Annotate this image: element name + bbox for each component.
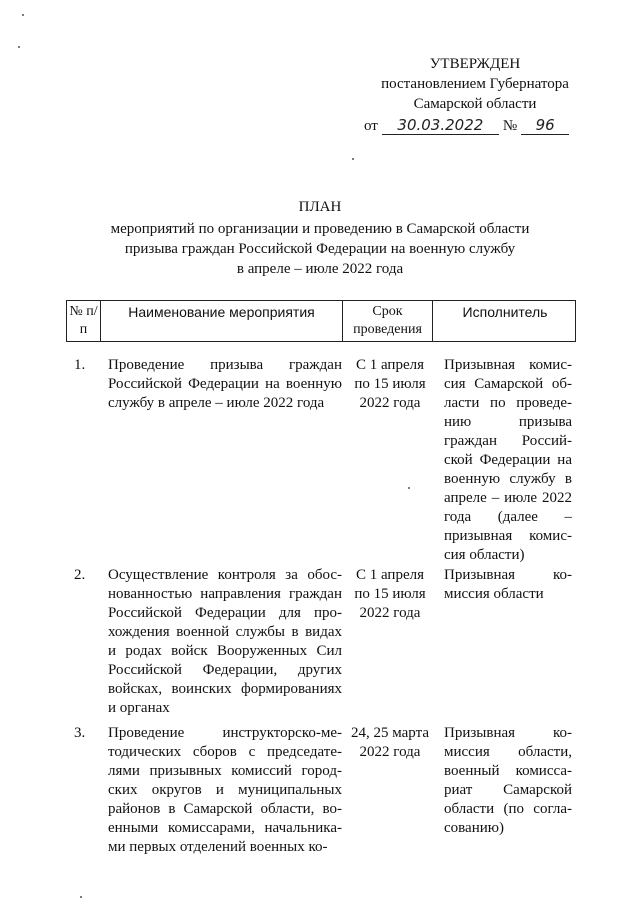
title-line-1: мероприятий по организации и проведению в Самарской области [110, 221, 530, 237]
row-num: 3. [74, 725, 86, 741]
row-num: 2. [74, 567, 86, 583]
title-plan: ПЛАН [298, 199, 342, 215]
table-row [66, 566, 576, 718]
title-line-3: в апреле – июле 2022 года [236, 261, 404, 277]
title-line-2: призыва граждан Российской Федерации на военную службу [124, 241, 516, 257]
header-name: Наименование мероприятия [101, 301, 343, 341]
approval-date-row [360, 116, 590, 136]
approval-stamp [360, 54, 590, 136]
approval-line-1: постановлением Губернатора [381, 76, 569, 92]
approval-heading: УТВЕРЖДЕН [429, 56, 521, 72]
row-name: Проведение инструкторско-методических сборов с председателями призывных комиссий городских округов и муниципальных районов в Самарской области, военными комиссарами, начальниками первых отделений военных ко- [108, 725, 342, 855]
scan-speck [80, 896, 82, 898]
number-prefix: № [502, 118, 518, 134]
events-table [66, 300, 576, 855]
document-title [60, 197, 580, 279]
handwritten-number: 96 [521, 116, 569, 135]
scan-speck [408, 487, 410, 489]
row-term: 24, 25 марта 2022 года [351, 725, 429, 760]
header-num: № п/п [67, 301, 101, 341]
scan-speck [18, 46, 20, 48]
handwritten-date: 30.03.2022 [382, 116, 499, 135]
row-executor: Призывная комиссия области, военный комиссариат Самарской области (по согласованию) [444, 725, 572, 836]
row-executor: Призывная комиссия области [444, 567, 572, 602]
scan-speck [22, 14, 24, 16]
header-term: Срок проведения [343, 301, 433, 341]
scan-speck [352, 158, 354, 160]
row-term: С 1 апреля по 15 июля 2022 года [354, 357, 426, 411]
date-prefix: от [364, 118, 378, 134]
row-num: 1. [74, 357, 86, 373]
row-executor: Призывная комиссия Самарской области по проведению призыва граждан Российской Федерации на военную службу в апреле – июле 2022 года (далее – призывная комиссия области) [444, 357, 572, 563]
table-row [66, 724, 576, 857]
approval-line-2: Самарской области [413, 96, 537, 112]
table-row [66, 356, 576, 565]
row-term: С 1 апреля по 15 июля 2022 года [354, 567, 426, 621]
row-name: Осуществление контроля за обоснованностью направления граждан Российской Федерации для прохождения военной службы в видах и родах войск Вооруженных Сил Российской Федерации, других войсках, воинских формированиях и органах [108, 567, 342, 716]
row-name: Проведение призыва граждан Российской Федерации на военную службу в апреле – июле 2022 года [108, 357, 342, 411]
table-header [66, 300, 576, 342]
header-executor: Исполнитель [462, 304, 548, 320]
